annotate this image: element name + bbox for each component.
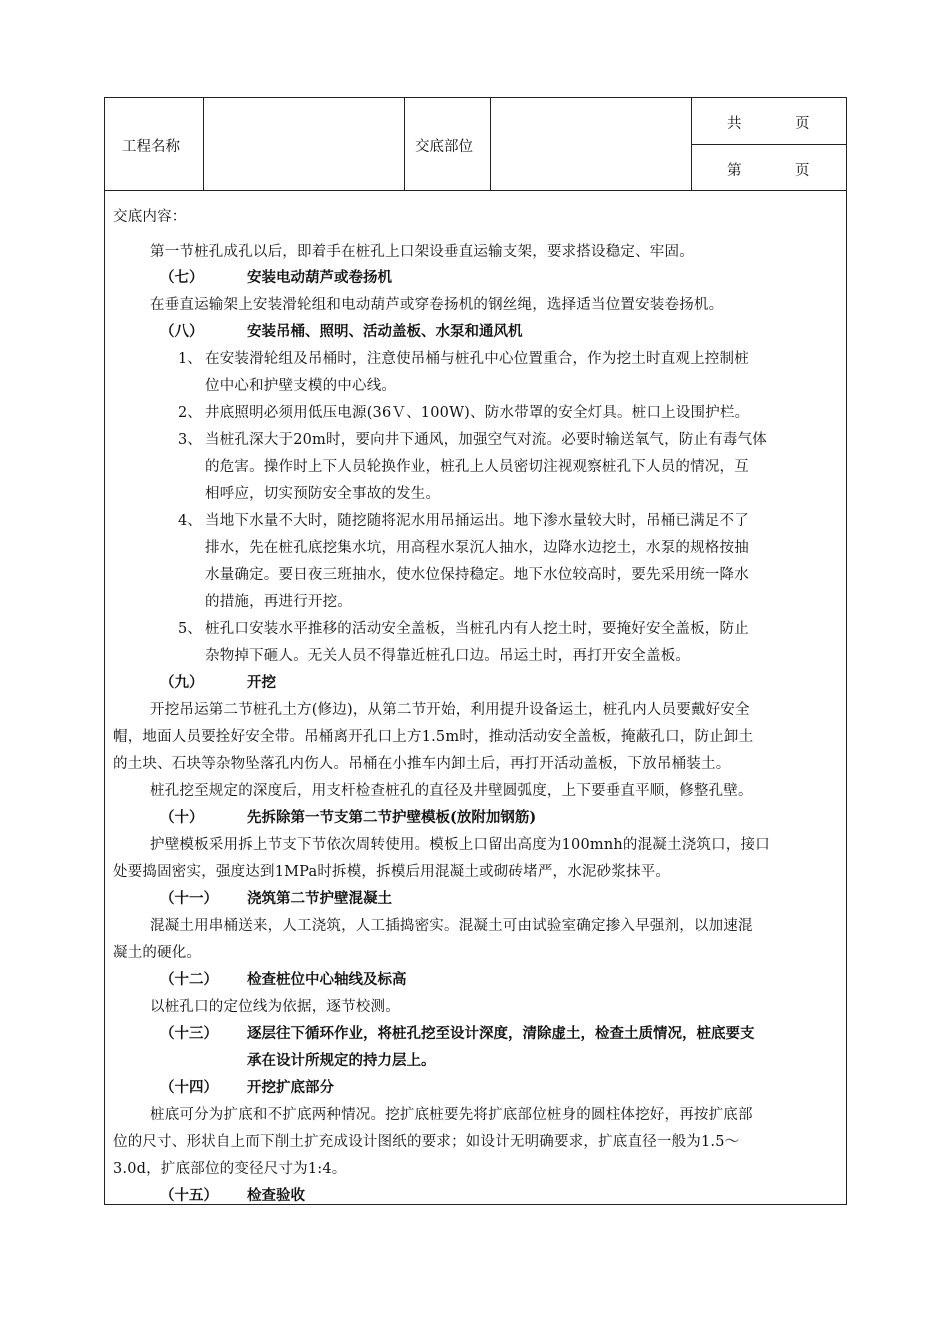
header-bottom-rule bbox=[104, 190, 847, 191]
section-number: （十五） bbox=[160, 1187, 218, 1204]
section-title: 安装电动葫芦或卷扬机 bbox=[247, 269, 392, 286]
item-line: 的措施，再进行开挖。 bbox=[205, 594, 352, 610]
item-line: 位中心和护壁支模的中心线。 bbox=[205, 378, 397, 394]
item-line: 当桩孔深大于20m时，要向井下通风，加强空气对流。必要时输送氧气，防止有毒气体 bbox=[205, 432, 767, 448]
section-number: （七） bbox=[160, 269, 204, 286]
paragraph-line: 以桩孔口的定位线为依据，逐节校测。 bbox=[150, 999, 400, 1015]
section-title: 检查桩位中心轴线及标高 bbox=[247, 971, 407, 988]
page-number-right: 页 bbox=[795, 163, 810, 179]
paragraph-line: 混凝土用串桶送来，人工浇筑，人工插捣密实。混凝土可由试验室确定掺入早强剂，以加速混 bbox=[150, 918, 753, 934]
header-divider-1 bbox=[203, 97, 204, 191]
section-number: （九） bbox=[160, 674, 204, 691]
item-number: 4、 bbox=[178, 513, 202, 529]
section-number: （十三） bbox=[160, 1025, 218, 1042]
location-value[interactable] bbox=[500, 135, 680, 155]
header-divider-3 bbox=[490, 97, 491, 191]
item-line: 相呼应，切实预防安全事故的发生。 bbox=[205, 486, 441, 502]
project-name-value[interactable] bbox=[215, 135, 395, 155]
item-line: 在安装滑轮组及吊桶时，注意使吊桶与桩孔中心位置重合，作为挖土时直观上控制桩 bbox=[205, 351, 749, 367]
section-title: 逐层往下循环作业，将桩孔挖至设计深度，清除虚土，检查土质情况，桩底要支 bbox=[247, 1025, 755, 1042]
location-label: 交底部位 bbox=[415, 139, 473, 155]
section-title: 开挖 bbox=[247, 674, 276, 691]
item-line: 排水，先在桩孔底挖集水坑，用高程水泵沉人抽水，边降水边挖土，水泵的规格按抽 bbox=[205, 540, 749, 556]
item-line: 水量确定。要日夜三班抽水，使水位保持稳定。地下水位较高时，要先采用统一降水 bbox=[205, 567, 749, 583]
paragraph-line: 凝土的硬化。 bbox=[113, 945, 202, 961]
paragraph-line: 护壁模板采用拆上节支下节依次周转使用。模板上口留出高度为100mnh的混凝土浇筑口，接口 bbox=[150, 837, 770, 853]
item-number: 1、 bbox=[178, 351, 202, 367]
section-number: （十一） bbox=[160, 890, 218, 907]
paragraph-line: 桩孔挖至规定的深度后，用支杆检查桩孔的直径及井壁圆弧度，上下要垂直平顺，修整孔壁。 bbox=[150, 783, 753, 799]
section-number: （十） bbox=[160, 809, 204, 826]
paragraph-line: 开挖吊运第二节桩孔土方(修边)，从第二节开始，利用提升设备运土，桩孔内人员要戴好安全 bbox=[150, 702, 750, 718]
item-line: 的危害。操作时上下人员轮换作业，桩孔上人员密切注视观察桩孔下人员的情况，互 bbox=[205, 459, 749, 475]
section-title: 浇筑第二节护壁混凝土 bbox=[247, 890, 392, 907]
section-title: 先拆除第一节支第二节护壁模板(放附加钢筋) bbox=[247, 809, 537, 826]
item-number: 2、 bbox=[178, 405, 202, 421]
project-name-label: 工程名称 bbox=[122, 139, 180, 155]
section-number: （八） bbox=[160, 323, 204, 340]
paragraph-line: 位的尺寸、形状自上而下削土扩充成设计图纸的要求；如设计无明确要求，扩底直径一般为1.5～ bbox=[113, 1134, 740, 1150]
section-number: （十二） bbox=[160, 971, 218, 988]
paragraph-line: 帽，地面人员要拴好安全带。吊桶离开孔口上方1.5m时，推动活动安全盖板，掩蔽孔口，防止卸土 bbox=[113, 729, 754, 745]
header-divider-2 bbox=[404, 97, 405, 191]
item-line: 井底照明必须用低压电源(36Ｖ、100W)、防水带罩的安全灯具。桩口上设围护栏。 bbox=[205, 405, 750, 421]
item-line: 桩孔口安装水平推移的活动安全盖板，当桩孔内有人挖土时，要掩好安全盖板，防止 bbox=[205, 621, 749, 637]
section-title: 开挖扩底部分 bbox=[247, 1079, 334, 1096]
item-number: 5、 bbox=[178, 621, 202, 637]
section-number: （十四） bbox=[160, 1079, 218, 1096]
item-number: 3、 bbox=[178, 432, 202, 448]
total-pages-left: 共 bbox=[727, 116, 742, 132]
header-divider-4 bbox=[691, 97, 692, 191]
item-line: 杂物掉下砸人。无关人员不得靠近桩孔口边。吊运土时，再打开安全盖板。 bbox=[205, 648, 691, 664]
paragraph-line: 处要捣固密实，强度达到1MPa时拆模，拆模后用混凝土或砌砖堵严，水泥砂浆抹平。 bbox=[113, 864, 671, 880]
paragraph-line: 3.0d，扩底部位的变径尺寸为1:4。 bbox=[113, 1161, 347, 1177]
paragraph-line: 桩底可分为扩底和不扩底两种情况。挖扩底桩要先将扩底部位桩身的圆柱体挖好，再按扩底部 bbox=[150, 1107, 753, 1123]
page-number-left: 第 bbox=[727, 163, 742, 179]
content-label: 交底内容： bbox=[113, 209, 187, 225]
section-title: 承在设计所规定的持力层上。 bbox=[247, 1052, 436, 1069]
paragraph-line: 的土块、石块等杂物坠落孔内伤人。吊桶在小推车内卸土后，再打开活动盖板，下放吊桶装土。 bbox=[113, 756, 731, 772]
section-title: 检查验收 bbox=[247, 1187, 305, 1204]
item-line: 当地下水量不大时，随挖随将泥水用吊捅运出。地下渗水量较大时，吊桶已满足不了 bbox=[205, 513, 749, 529]
paragraph-line: 在垂直运输架上安装滑轮组和电动葫芦或穿卷扬机的钢丝绳，选择适当位置安装卷扬机。 bbox=[150, 297, 724, 313]
page-split-rule bbox=[691, 144, 847, 145]
section-title: 安装吊桶、照明、活动盖板、水泵和通风机 bbox=[247, 323, 523, 340]
paragraph-line: 第一节桩孔成孔以后，即着手在桩孔上口架设垂直运输支架，要求搭设稳定、牢固。 bbox=[150, 244, 694, 260]
total-pages-right: 页 bbox=[795, 116, 810, 132]
